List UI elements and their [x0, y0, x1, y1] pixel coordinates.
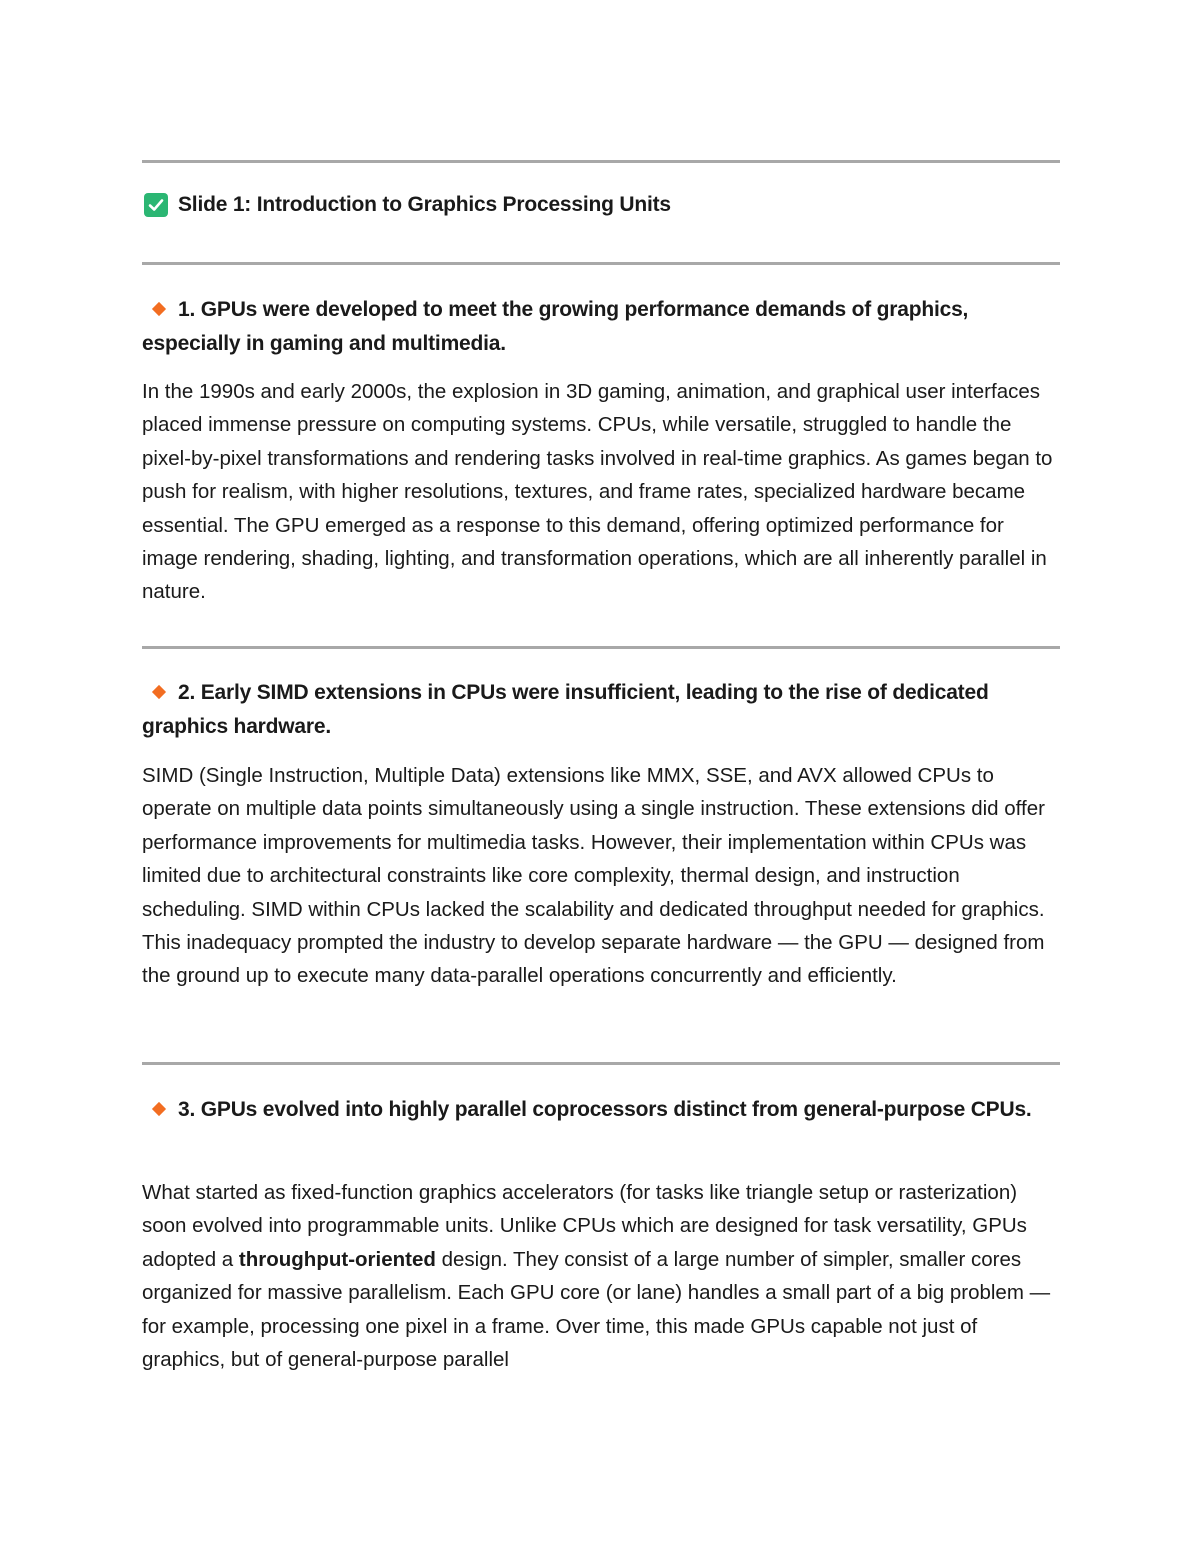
- horizontal-divider: [142, 262, 1060, 265]
- section-body-text: design. They consist of a large number of simpler, smaller cores organized for massive parallelism. Each GPU core (or lane) handles a small part of a big problem — for example, processing one pixel in a frame. Over time, this made GPUs capable not just of graphics, but of general-purpose parallel: [142, 1247, 1051, 1372]
- slide-title: [144, 193, 671, 217]
- section-body: SIMD (Single Instruction, Multiple Data) extensions like MMX, SSE, and AVX allowed CPUs to operate on multiple data points simultaneously using a single instruction. These extensions did offer performance improvements for multimedia tasks. However, their implementation within CPUs was limited due to architectural constraints like core complexity, thermal design, and instruction scheduling. SIMD within CPUs lacked the scalability and dedicated throughput needed for graphics. This inadequacy prompted the industry to develop separate hardware — the GPU — designed from the ground up to execute many data-parallel operations concurrently and efficiently.: [142, 764, 1045, 988]
- horizontal-divider: [142, 1062, 1060, 1065]
- section-body-text: What started as fixed-function graphics accelerators (for tasks like triangle setup or rasterization) soon evolved into programmable units. Unlike CPUs which are designed for task versatility, GPUs adopted a: [142, 1181, 1027, 1271]
- horizontal-divider: [142, 160, 1060, 163]
- section-heading-text: 1. GPUs were developed to meet the growing performance demands of graphics, especially in gaming and multimedia.: [142, 298, 969, 355]
- horizontal-divider: [142, 646, 1060, 649]
- section-heading-text: 2. Early SIMD extensions in CPUs were insufficient, leading to the rise of dedicated graphics hardware.: [142, 681, 989, 738]
- slide-title-text: Slide 1: Introduction to Graphics Processing Units: [178, 193, 671, 216]
- emphasis-text: throughput-oriented: [238, 1247, 436, 1271]
- diamond-bullet-icon: [152, 685, 166, 699]
- section-heading: [142, 676, 1060, 744]
- diamond-bullet-icon: [152, 1102, 166, 1116]
- section-heading: [142, 1093, 1060, 1127]
- section-heading-text: 3. GPUs evolved into highly parallel coprocessors distinct from general-purpose CPUs.: [178, 1098, 1032, 1121]
- section-heading: [142, 293, 1060, 361]
- check-mark-icon: [144, 193, 168, 217]
- diamond-bullet-icon: [152, 302, 166, 316]
- section-body: In the 1990s and early 2000s, the explosion in 3D gaming, animation, and graphical user interfaces placed immense pressure on computing systems. CPUs, while versatile, struggled to handle the pixel-by-pixel transformations and rendering tasks involved in real-time graphics. As games began to push for realism, with higher resolutions, textures, and frame rates, specialized hardware became essential. The GPU emerged as a response to this demand, offering optimized performance for image rendering, shading, lighting, and transformation operations, which are all inherently parallel in nature.: [142, 380, 1053, 604]
- section-body: [142, 1176, 1060, 1376]
